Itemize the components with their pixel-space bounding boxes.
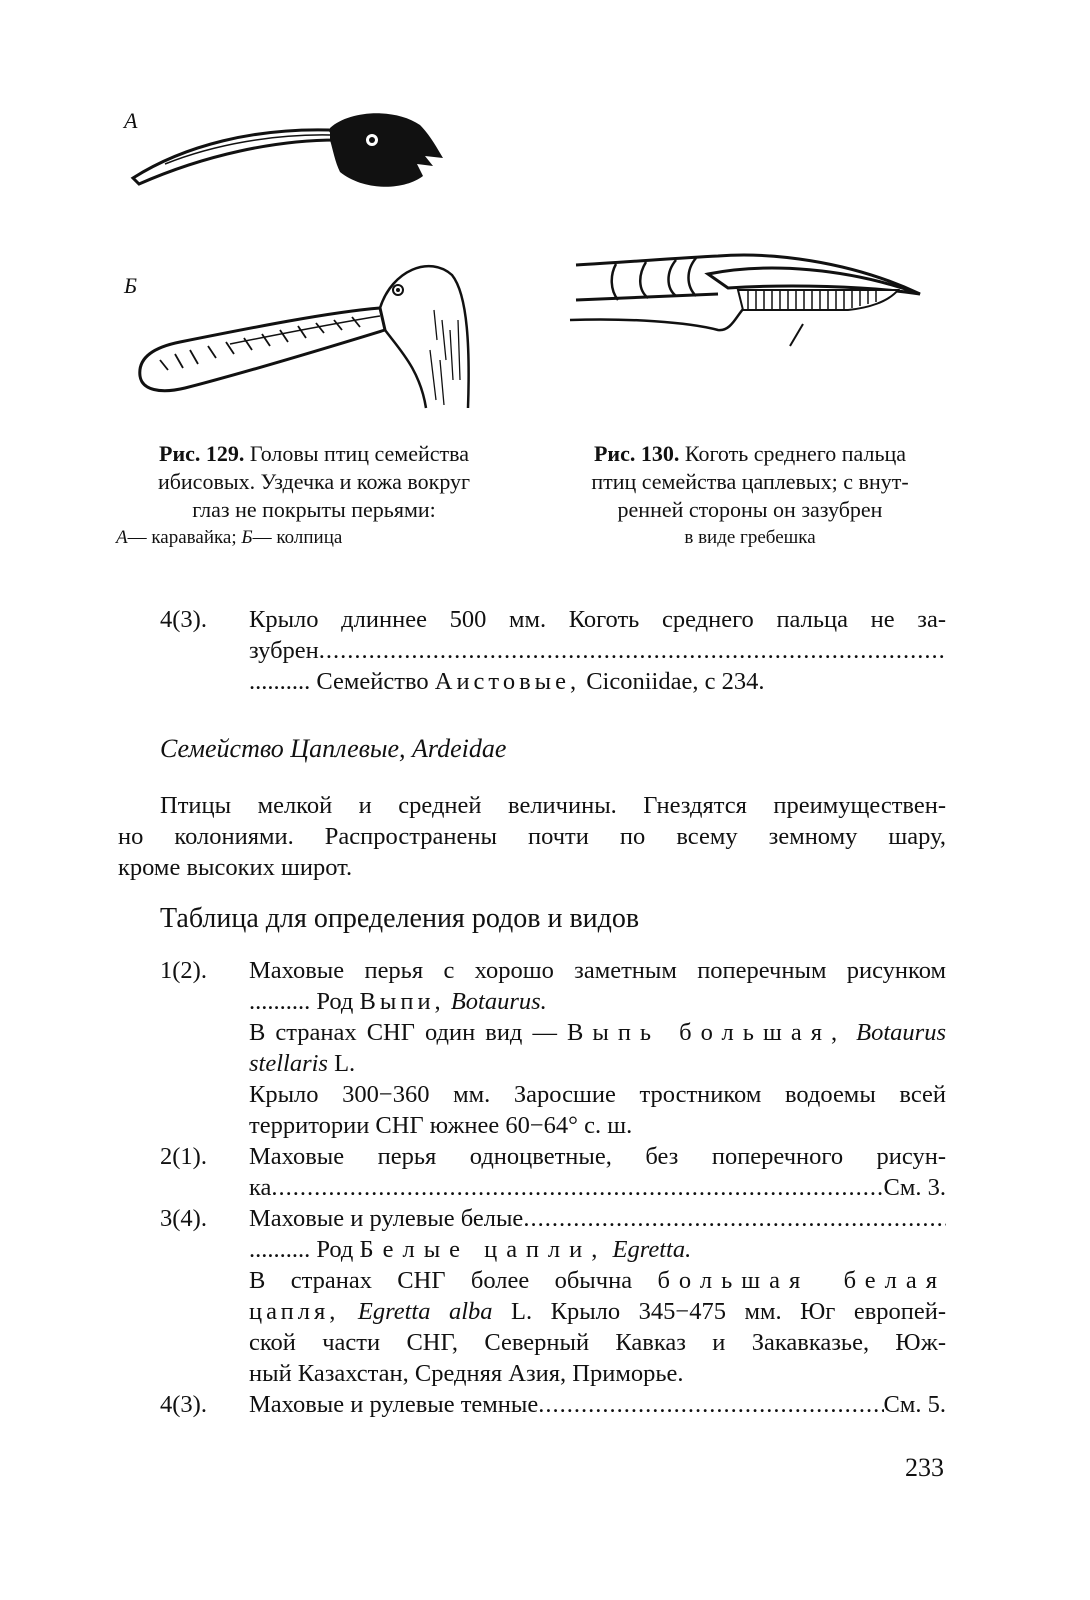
family-name: Аистовые,: [434, 668, 581, 695]
key-line: [249, 1265, 946, 1296]
intro-line: но колониями. Распространены почти по всему земному шару,: [118, 823, 946, 850]
species-details: L. Крыло 345−475 мм. Юг европей-: [511, 1298, 947, 1325]
figure-label-b: Б: [124, 273, 137, 298]
key-line: [249, 986, 946, 1017]
key-line: ный Казахстан, Средняя Азия, Приморье.: [249, 1360, 684, 1387]
key-line: [249, 635, 946, 666]
figure-130-caption-line1: Коготь среднего пальца: [684, 441, 907, 466]
ibis-head-illustration: [125, 100, 455, 200]
table-heading: Таблица для определения родов и видов: [160, 903, 640, 934]
key-line: [249, 1048, 946, 1079]
genus-name: Выпи,: [359, 988, 445, 1015]
figure-129-caption-line3: глаз не покрыты перьями:: [192, 497, 436, 522]
page-number: 233: [905, 1453, 944, 1482]
key-line: [249, 666, 946, 697]
key-line-start: ка: [249, 1174, 272, 1201]
key-number: 4(3).: [160, 1391, 207, 1418]
key-line: Маховые перья с хорошо заметным поперечным рисунком: [249, 957, 946, 984]
genus-label: Род: [316, 1236, 354, 1263]
figure-130-caption: [540, 440, 960, 552]
key-line: [249, 1296, 946, 1327]
dot-leader: [538, 1389, 883, 1420]
intro-line: Птицы мелкой и средней величины. Гнездятся преимуществен-: [160, 792, 946, 819]
key-line-start: Маховые и рулевые темные: [249, 1391, 539, 1418]
key-entry: [249, 1141, 946, 1203]
dot-leader-text: ..........: [249, 988, 311, 1015]
dot-leader-text: ..........: [249, 668, 311, 695]
key-line: [249, 1389, 946, 1420]
figure-129-caption-line1: Головы птиц семейства: [249, 441, 469, 466]
species-author: L.: [334, 1050, 356, 1077]
figure-129-legend-a-letter: А: [116, 527, 128, 548]
key-line: ской части СНГ, Северный Кавказ и Закавказье, Юж-: [249, 1329, 946, 1356]
key-entry: [249, 955, 946, 1141]
key-number: 3(4).: [160, 1205, 207, 1232]
dot-leader-text: ..........: [249, 1236, 311, 1263]
dot-leader: [271, 1172, 883, 1203]
figure-130-caption-line4: в виде гребешка: [684, 527, 816, 548]
species-latin: Botaurus: [856, 1019, 946, 1046]
figure-129-caption: [108, 440, 520, 552]
key-line: Маховые перья одноцветные, без поперечного рисун-: [249, 1143, 946, 1170]
figure-129-legend-b-text: — колпица: [252, 527, 343, 548]
figure-129-caption-line2: ибисовых. Уздечка и кожа вокруг: [157, 469, 471, 494]
figure-130-caption-line2: птиц семейства цаплевых; с внут-: [591, 469, 909, 494]
key-entry: [249, 1203, 946, 1389]
family-intro: [118, 790, 946, 883]
key-number: 1(2).: [160, 957, 207, 984]
key-number: 2(1).: [160, 1143, 207, 1170]
figure-129-legend-a-text: — каравайка;: [127, 527, 237, 548]
family-latin: Ciconiidae, с 234.: [586, 668, 765, 695]
species-name: Выпь большая,: [567, 1019, 847, 1046]
key-entry: [249, 604, 946, 697]
key-reference: См. 5.: [883, 1391, 946, 1418]
key-line: [249, 1172, 946, 1203]
dot-leader: [523, 1203, 946, 1234]
key-line-start: зубрен: [249, 637, 319, 664]
species-name: цапля,: [249, 1298, 340, 1325]
figure-129-caption-title: Рис. 129.: [159, 441, 245, 466]
family-heading: Семейство Цаплевые, Ardeidae: [160, 734, 507, 763]
genus-latin: Egretta.: [612, 1236, 692, 1263]
species-latin: stellaris: [249, 1050, 328, 1077]
figure-130-caption-title: Рис. 130.: [593, 441, 680, 466]
species-intro: В странах СНГ более обычна: [249, 1267, 633, 1294]
species-intro: В странах СНГ один вид —: [249, 1019, 557, 1046]
figure-130-caption-line3: ренней стороны он зазубрен: [617, 497, 883, 522]
key-entry: [249, 1389, 946, 1420]
genus-label: Род: [316, 988, 354, 1015]
intro-line: кроме высоких широт.: [118, 854, 353, 881]
species-latin: Egretta alba: [357, 1298, 493, 1325]
heron-claw-illustration: [568, 250, 923, 355]
key-line: [249, 1234, 946, 1265]
genus-name: Белые цапли,: [359, 1236, 607, 1263]
species-name: большая белая: [657, 1267, 947, 1294]
key-line: Крыло 300−360 мм. Заросшие тростником водоемы всей: [249, 1081, 946, 1108]
key-line: Крыло длиннее 500 мм. Коготь среднего пальца не за-: [249, 606, 946, 633]
key-line: территории СНГ южнее 60−64° с. ш.: [249, 1112, 633, 1139]
spoonbill-head-illustration: [130, 250, 475, 410]
key-number: 4(3).: [160, 606, 207, 633]
key-line: [249, 1017, 946, 1048]
family-label: Семейство: [316, 668, 429, 695]
key-line: [249, 1203, 946, 1234]
figure-129-legend-b-letter: Б: [241, 527, 253, 548]
key-line-start: Маховые и рулевые белые: [249, 1205, 524, 1232]
key-reference: См. 3.: [883, 1174, 946, 1201]
dot-leader: [319, 635, 946, 666]
figure-label-a: А: [124, 108, 138, 133]
genus-latin: Botaurus.: [450, 988, 547, 1015]
